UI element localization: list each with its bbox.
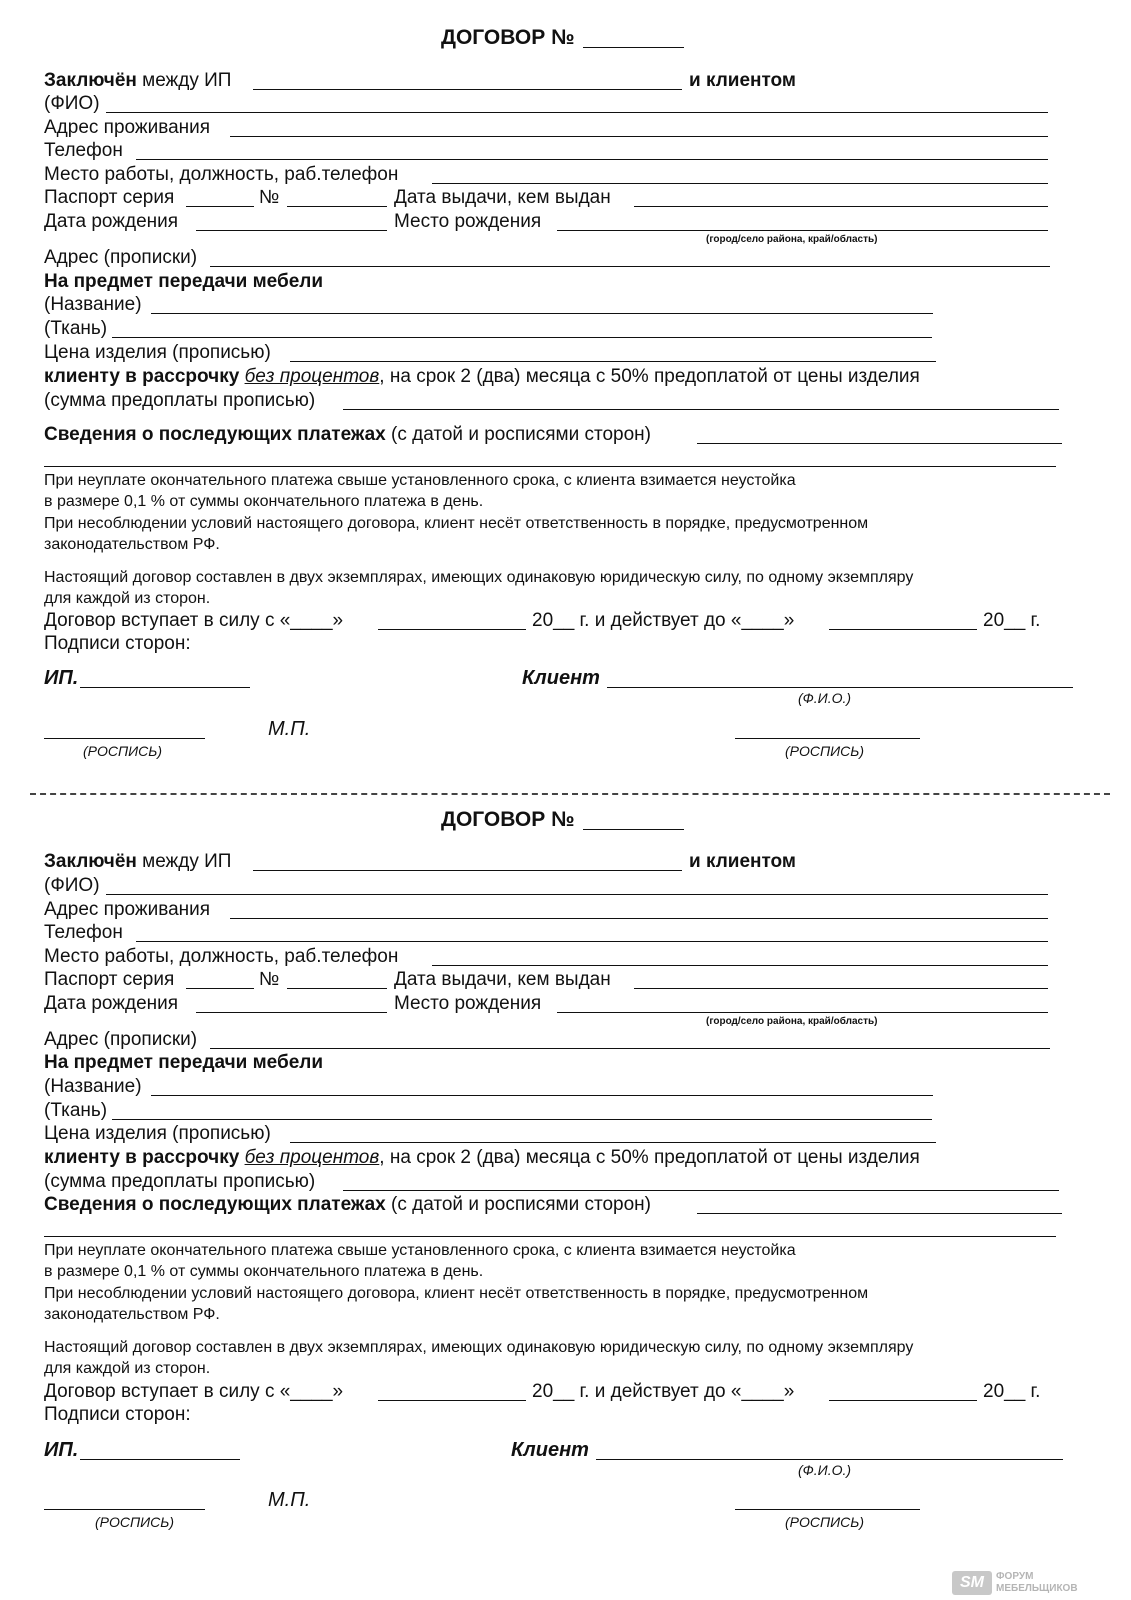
copies-line-1: Настоящий договор составлен в двух экземплярах, имеющих одинаковую юридическую силу, по одному экземпляру — [44, 1339, 914, 1356]
prepayment-label: (сумма предоплаты прописью) — [44, 1171, 316, 1192]
passport-number-line — [287, 206, 387, 207]
address-residence-label: Адрес проживания — [44, 899, 211, 920]
payments-row: Сведения о последующих платежах (с датой и росписями сторон) — [44, 1194, 651, 1215]
workplace-line — [432, 965, 1048, 966]
concluded-row: Заключён между ИП — [44, 851, 232, 872]
effective-end-year: 20__ г. — [983, 1381, 1041, 1402]
issue-date-label: Дата выдачи, кем выдан — [394, 187, 611, 208]
client-autograph-line — [735, 1509, 920, 1510]
contract-title: ДОГОВОР № — [441, 808, 575, 831]
issue-date-line — [634, 206, 1048, 207]
ip-autograph-line — [44, 738, 205, 739]
furniture-name-label: (Название) — [44, 294, 142, 315]
forum-watermark-logo — [952, 1571, 1122, 1597]
passport-series-line — [186, 988, 254, 989]
birth-place-line — [557, 230, 1048, 231]
subject-heading: На предмет передачи мебели — [44, 271, 324, 292]
issue-date-line — [634, 988, 1048, 989]
ip-autograph-caption: (РОСПИСЬ) — [83, 743, 163, 759]
fabric-label: (Ткань) — [44, 318, 108, 339]
address-residence-line — [230, 918, 1048, 919]
signatures-heading: Подписи сторон: — [44, 633, 191, 654]
stamp-label: М.П. — [268, 718, 311, 740]
prepayment-line — [343, 1190, 1059, 1191]
address-residence-label: Адрес проживания — [44, 117, 211, 138]
ip-signature-line — [80, 1459, 240, 1460]
subject-heading: На предмет передачи мебели — [44, 1052, 324, 1073]
registration-address-label: Адрес (прописки) — [44, 1029, 198, 1050]
liability-line-1: При несоблюдении условий настоящего договора, клиент несёт ответственность в порядке, предусмотренном — [44, 515, 869, 532]
ip-signature-label: ИП. — [44, 667, 79, 689]
passport-number-label: № — [259, 969, 280, 990]
logo-text-line-2: МЕБЕЛЬЩИКОВ — [996, 1583, 1078, 1594]
penalty-line-2: в размере 0,1 % от суммы окончательного платежа в день. — [44, 493, 484, 510]
passport-number-label: № — [259, 187, 280, 208]
client-autograph-caption: (РОСПИСЬ) — [785, 743, 865, 759]
phone-label: Телефон — [44, 922, 123, 943]
penalty-line-1: При неуплате окончательного платежа свыше установленного срока, с клиента взимается неустойка — [44, 1242, 796, 1259]
phone-line — [136, 941, 1048, 942]
ip-signature-line — [80, 687, 250, 688]
address-residence-line — [230, 136, 1048, 137]
client-autograph-caption: (РОСПИСЬ) — [785, 1514, 865, 1530]
contract-copy-1 — [0, 0, 1131, 790]
effective-start-month-line — [378, 1400, 526, 1401]
issue-date-label: Дата выдачи, кем выдан — [394, 969, 611, 990]
client-fio-caption: (Ф.И.О.) — [798, 1462, 852, 1478]
passport-series-label: Паспорт серия — [44, 969, 175, 990]
ip-name-line — [253, 89, 682, 90]
client-name-line — [607, 687, 1073, 688]
penalty-line-2: в размере 0,1 % от суммы окончательного платежа в день. — [44, 1263, 484, 1280]
registration-address-line — [210, 266, 1050, 267]
contract-title: ДОГОВОР № — [441, 26, 575, 49]
payments-line-2 — [44, 466, 1056, 467]
furniture-name-label: (Название) — [44, 1076, 142, 1097]
birth-date-label: Дата рождения — [44, 211, 179, 232]
effective-start: Договор вступает в силу с «____» — [44, 1381, 344, 1402]
birth-place-label: Место рождения — [394, 993, 542, 1014]
client-autograph-line — [735, 738, 920, 739]
logo-badge-icon: SM — [952, 1571, 992, 1595]
price-line — [290, 1142, 936, 1143]
effective-start-month-line — [378, 629, 526, 630]
payments-row: Сведения о последующих платежах (с датой и росписями сторон) — [44, 424, 651, 445]
workplace-line — [432, 183, 1048, 184]
fabric-line — [112, 337, 932, 338]
ip-signature-label: ИП. — [44, 1439, 79, 1461]
birth-date-line — [196, 1012, 387, 1013]
liability-line-2: законодательством РФ. — [44, 536, 220, 553]
registration-address-label: Адрес (прописки) — [44, 247, 198, 268]
furniture-name-line — [151, 313, 933, 314]
payments-line-1 — [697, 443, 1062, 444]
price-label: Цена изделия (прописью) — [44, 1123, 271, 1144]
copies-line-2: для каждой из сторон. — [44, 1360, 211, 1377]
signatures-heading: Подписи сторон: — [44, 1404, 191, 1425]
client-fio-caption: (Ф.И.О.) — [798, 690, 852, 706]
workplace-label: Место работы, должность, раб.телефон — [44, 946, 399, 967]
contract-number-line — [583, 47, 684, 48]
penalty-line-1: При неуплате окончательного платежа свыше установленного срока, с клиента взимается неустойка — [44, 472, 796, 489]
birth-date-line — [196, 230, 387, 231]
workplace-label: Место работы, должность, раб.телефон — [44, 164, 399, 185]
birth-place-hint: (город/село района, край/область) — [706, 234, 878, 245]
prepayment-line — [343, 409, 1059, 410]
ip-name-line — [253, 870, 682, 871]
liability-line-1: При несоблюдении условий настоящего договора, клиент несёт ответственность в порядке, предусмотренном — [44, 1285, 869, 1302]
ip-autograph-caption: (РОСПИСЬ) — [95, 1514, 175, 1530]
contract-copy-2 — [0, 800, 1131, 1590]
effective-end-month-line — [829, 629, 977, 630]
ip-autograph-line — [44, 1509, 205, 1510]
birth-date-label: Дата рождения — [44, 993, 179, 1014]
prepayment-label: (сумма предоплаты прописью) — [44, 390, 316, 411]
cut-line — [30, 793, 1110, 795]
fio-label: (ФИО) — [44, 93, 100, 114]
stamp-label: М.П. — [268, 1489, 311, 1511]
birth-place-hint: (город/село района, край/область) — [706, 1016, 878, 1027]
effective-until: 20__ г. и действует до «____» — [532, 1381, 795, 1402]
installment-terms: клиенту в рассрочку без процентов, на срок 2 (два) месяца с 50% предоплатой от цены изделия — [44, 1147, 920, 1168]
price-line — [290, 361, 936, 362]
passport-series-line — [186, 206, 254, 207]
copies-line-1: Настоящий договор составлен в двух экземплярах, имеющих одинаковую юридическую силу, по одному экземпляру — [44, 569, 914, 586]
effective-start: Договор вступает в силу с «____» — [44, 610, 344, 631]
installment-terms: клиенту в рассрочку без процентов, на срок 2 (два) месяца с 50% предоплатой от цены изделия — [44, 366, 920, 387]
fabric-label: (Ткань) — [44, 1100, 108, 1121]
birth-place-label: Место рождения — [394, 211, 542, 232]
fio-line — [106, 894, 1048, 895]
fio-label: (ФИО) — [44, 875, 100, 896]
concluded-row: Заключён между ИП — [44, 70, 232, 91]
liability-line-2: законодательством РФ. — [44, 1306, 220, 1323]
logo-text-line-1: ФОРУМ — [996, 1571, 1034, 1582]
and-client-label: и клиентом — [689, 70, 796, 91]
client-signature-label: Клиент — [522, 667, 600, 689]
copies-line-2: для каждой из сторон. — [44, 590, 211, 607]
effective-until: 20__ г. и действует до «____» — [532, 610, 795, 631]
client-signature-label: Клиент — [511, 1439, 589, 1461]
and-client-label: и клиентом — [689, 851, 796, 872]
passport-series-label: Паспорт серия — [44, 187, 175, 208]
client-name-line — [596, 1459, 1063, 1460]
effective-end-year: 20__ г. — [983, 610, 1041, 631]
price-label: Цена изделия (прописью) — [44, 342, 271, 363]
passport-number-line — [287, 988, 387, 989]
fio-line — [106, 112, 1048, 113]
payments-line-2 — [44, 1236, 1056, 1237]
payments-line-1 — [697, 1213, 1062, 1214]
birth-place-line — [557, 1012, 1048, 1013]
phone-line — [136, 159, 1048, 160]
fabric-line — [112, 1119, 932, 1120]
phone-label: Телефон — [44, 140, 123, 161]
registration-address-line — [210, 1048, 1050, 1049]
effective-end-month-line — [829, 1400, 977, 1401]
furniture-name-line — [151, 1095, 933, 1096]
contract-number-line — [583, 829, 684, 830]
